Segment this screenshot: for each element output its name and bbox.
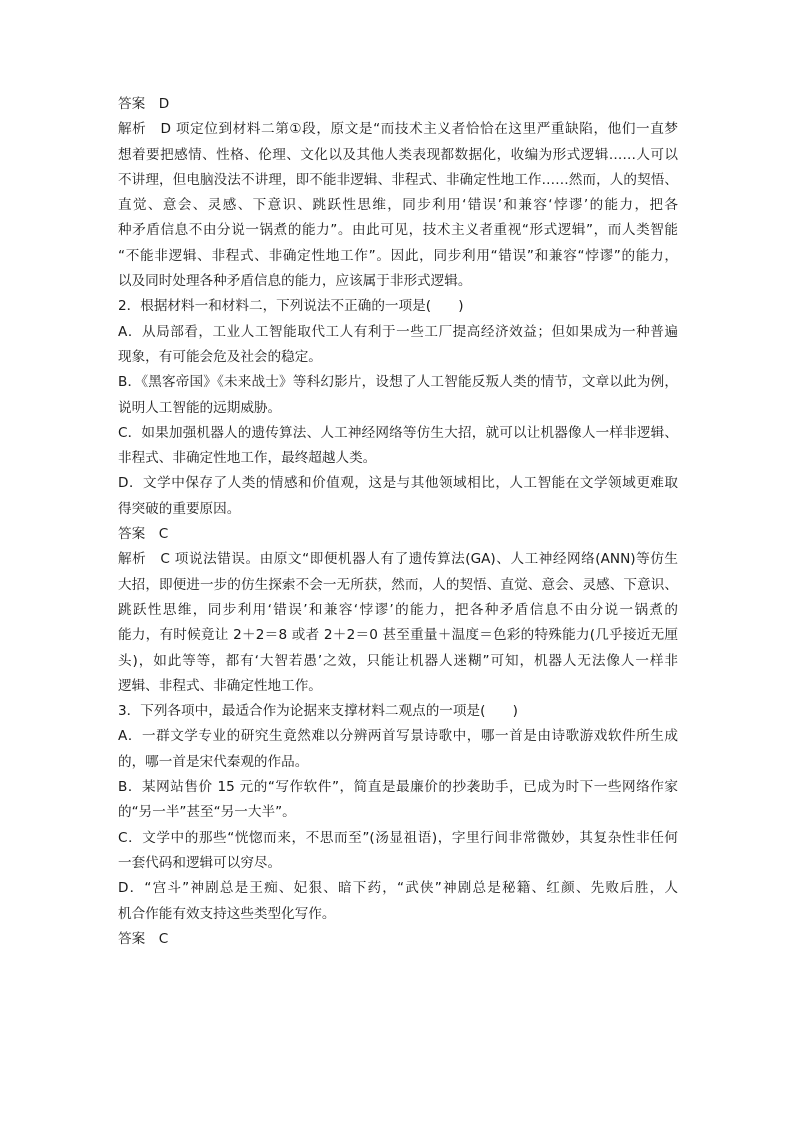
analysis-line: 逻辑、非程式、非确定性地工作。: [118, 677, 322, 694]
analysis-line: 解析 D 项定位到材料二第①段，原文是“而技术主义者恰恰在这里严重缺陷，他们一直梦: [118, 121, 678, 138]
analysis-line: 以及同时处理各种矛盾信息的能力，应该属于非形式逻辑。: [118, 273, 472, 290]
analysis-block: [118, 547, 678, 699]
option-block: [118, 826, 678, 877]
analysis-line: 跳跃性思维，同步利用‘错误’和兼容‘悖谬’的能力，把各种矛盾信息不由分说一锅煮的: [118, 601, 678, 618]
analysis-line: 解析 C 项说法错误。由原文“即便机器人有了遗传算法(GA)、人工神经网络(ANN)等仿生: [118, 551, 678, 568]
option-line: 说明人工智能的远期威胁。: [118, 399, 282, 416]
option-line: 非程式、非确定性地工作，最终超越人类。: [118, 450, 377, 467]
option-line: 的，哪一首是宋代秦观的作品。: [118, 753, 309, 770]
option-line: D．文学中保存了人类的情感和价值观，这是与其他领域相比，人工智能在文学领域更难取: [118, 475, 678, 492]
option-line: A．从局部看，工业人工智能取代工人有利于一些工厂提高经济效益；但如果成为一种普遍: [118, 323, 678, 340]
option-line: 现象，有可能会危及社会的稳定。: [118, 348, 322, 365]
option-line: 得突破的重要原因。: [118, 500, 241, 517]
option-line: B．某网站售价 15 元的“写作软件”，简直是最廉价的抄袭助手，已成为时下一些网络作家: [118, 779, 678, 796]
answer-block: [118, 927, 678, 952]
option-block: [118, 471, 678, 522]
option-line: A．一群文学专业的研究生竟然难以分辨两首写景诗歌中，哪一首是由诗歌游戏软件所生成: [118, 728, 678, 745]
option-line: B．《黑客帝国》《未来战士》等科幻影片，设想了人工智能反叛人类的情节，文章以此为例，: [118, 374, 678, 391]
answer-line: 答案 C: [118, 930, 169, 947]
analysis-line: 能力，有时候竟让 2＋2＝8 或者 2＋2＝0 甚至重量＋温度＝色彩的特殊能力(几乎接近无厘: [118, 627, 678, 644]
option-line: 一套代码和逻辑可以穷尽。: [118, 854, 282, 871]
option-block: [118, 370, 678, 421]
analysis-line: 不讲理，但电脑没法不讲理，即不能非逻辑、非程式、非确定性地工作……然而，人的契悟、: [118, 171, 678, 188]
option-block: [118, 724, 678, 775]
question-line: 3．下列各项中，最适合作为论据来支撑材料二观点的一项是( ): [118, 703, 518, 720]
analysis-line: 想着要把感情、性格、伦理、文化以及其他人类表现都数据化，收编为形式逻辑……人可以: [118, 146, 678, 163]
answer-block: [118, 522, 678, 547]
option-block: [118, 775, 678, 826]
question-block: [118, 699, 678, 724]
option-block: [118, 421, 678, 472]
analysis-line: 直觉、意会、灵感、下意识、跳跃性思维，同步利用‘错误’和兼容‘悖谬’的能力，把各: [118, 197, 678, 214]
option-line: 的“另一半”甚至“另一大半”。: [118, 804, 296, 821]
option-line: C．文学中的那些“恍惚而来，不思而至”(汤显祖语)，字里行间非常微妙，其复杂性非任何: [118, 829, 678, 846]
analysis-line: “不能非逻辑、非程式、非确定性地工作”。因此，同步利用“错误”和兼容“悖谬”的能力，: [118, 247, 678, 264]
document-page: [118, 92, 678, 952]
option-block: [118, 320, 678, 371]
question-block: [118, 294, 678, 319]
analysis-block: [118, 117, 678, 294]
option-block: [118, 876, 678, 927]
analysis-line: 头)，如此等等，都有‘大智若愚’之效，只能让机器人迷糊”可知，机器人无法像人一样非: [118, 652, 678, 669]
option-line: D．“宫斗”神剧总是王痴、妃狠、暗下药，“武侠”神剧总是秘籍、红颜、先败后胜，人: [118, 880, 678, 897]
answer-block: [118, 92, 678, 117]
analysis-line: 大招，即便进一步的仿生探索不会一无所获，然而，人的契悟、直觉、意会、灵感、下意识、: [118, 576, 678, 593]
option-line: 机合作能有效支持这些类型化写作。: [118, 905, 336, 922]
answer-line: 答案 C: [118, 526, 169, 543]
option-line: C．如果加强机器人的遗传算法、人工神经网络等仿生大招，就可以让机器像人一样非逻辑、: [118, 424, 678, 441]
question-line: 2．根据材料一和材料二，下列说法不正确的一项是( ): [118, 298, 464, 315]
answer-line: 答案 D: [118, 96, 170, 112]
analysis-line: 种矛盾信息不由分说一锅煮的能力”。由此可见，技术主义者重视“形式逻辑”，而人类智能: [118, 222, 678, 239]
